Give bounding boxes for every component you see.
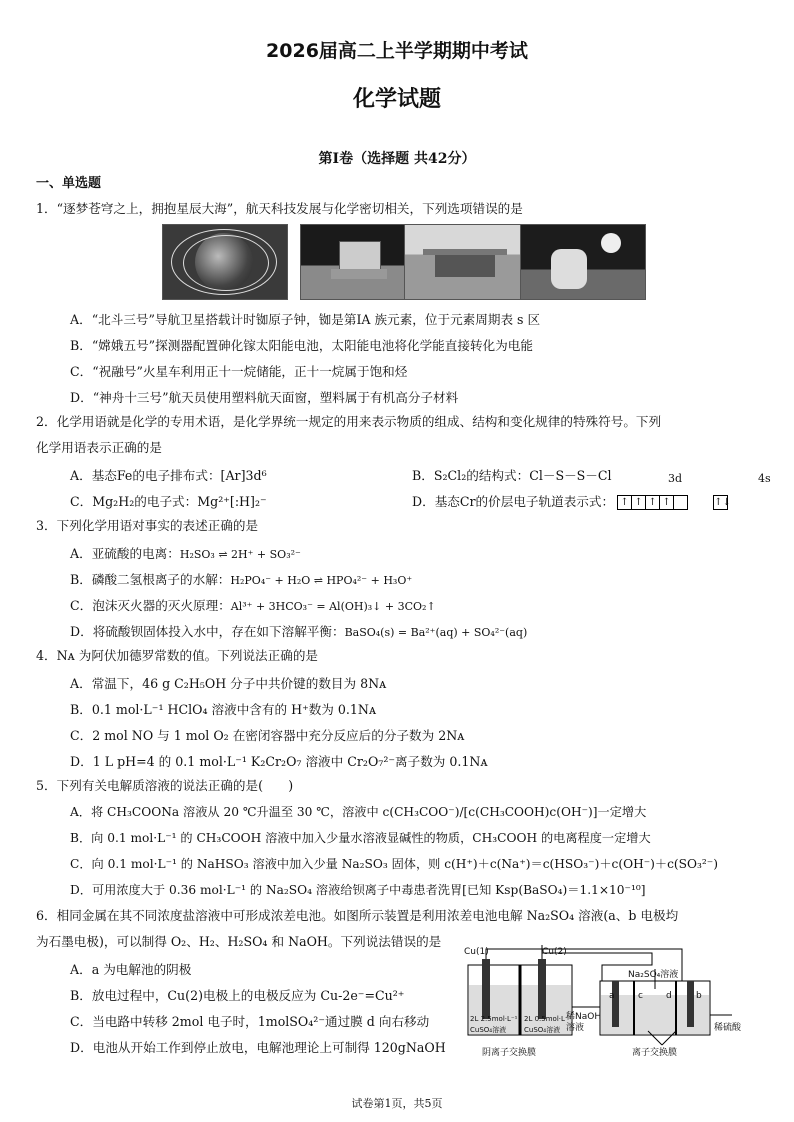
q3-option-c: [70, 595, 436, 614]
page-footer: 试卷第1页，共5页: [351, 1097, 443, 1110]
q3-option-b: [70, 569, 412, 588]
3d-orbital-box: ↑: [659, 495, 674, 510]
label-right-solution-conc: 2L 0.5mol·L⁻¹: [524, 1015, 572, 1023]
q2-stem-line1: 2．化学用语就是化学的专用术语，是化学界统一规定的用来表示物质的组成、结构和变化规律的特殊符号。下列: [36, 414, 662, 429]
label-cu1: Cu(1): [464, 947, 489, 957]
q2-option-d: [412, 491, 731, 510]
q1-stem: 1．“逐梦苍穹之上，拥抱星辰大海”，航天科技发展与化学密切相关，下列选项错误的是: [36, 201, 523, 216]
q2-option-c-label: C．Mg₂H₂的电子式：: [70, 494, 198, 509]
label-membrane-c: c: [638, 991, 643, 1001]
q3-stem: 3．下列化学用语对事实的表述正确的是: [36, 518, 259, 533]
label-electrode-b: b: [696, 991, 702, 1001]
label-electrode-a: a: [609, 991, 615, 1001]
label-membrane-d: d: [666, 991, 672, 1001]
orbital-boxes-4s: [714, 494, 731, 509]
q2-option-d-label: D．基态Cr的价层电子轨道表示式：: [412, 494, 615, 509]
q5-option-b: B．向 0.1 mol·L⁻¹ 的 CH₃COOH 溶液中加入少量水溶液显碱性的物质，CH₃COOH 的电离程度一定增大: [70, 831, 651, 845]
q6-stem-line1: 6．相同金属在其不同浓度盐溶液中可形成浓差电池。如图所示装置是利用浓差电池电解 Na₂SO₄ 溶液(a、b 电极均: [36, 908, 679, 923]
q1-option-a: A．“北斗三号”导航卫星搭载计时铷原子钟，铷是第ⅠA 族元素，位于元素周期表 s 区: [70, 312, 541, 327]
label-left-solution: CuSO₄溶液: [470, 1026, 507, 1034]
q5-option-a: A．将 CH₃COONa 溶液从 20 ℃升温至 30 ℃，溶液中 c(CH₃COO⁻)/[c(CH₃COOH)c(OH⁻)]一定增大: [70, 805, 647, 819]
q6-stem-line2: 为石墨电极)，可以制得 O₂、H₂、H₂SO₄ 和 NaOH。下列说法错误的是: [36, 934, 442, 949]
label-left-solution-conc: 2L 2.5mol·L⁻¹: [470, 1015, 518, 1023]
label-cu2: Cu(2): [542, 947, 567, 957]
q4-option-b: B．0.1 mol·L⁻¹ HClO₄ 溶液中含有的 H⁺数为 0.1Nᴀ: [70, 702, 377, 717]
q3-option-a-equation: H₂SO₃ ⇌ 2H⁺ + SO₃²⁻: [179, 548, 301, 561]
q2-option-a-label: A．基态Fe的电子排布式：: [70, 468, 221, 483]
label-anion-membrane: 阴离子交换膜: [482, 1048, 537, 1058]
3d-orbital-box: ↑: [631, 495, 646, 510]
photo-astronaut: [520, 224, 646, 300]
label-h2so4: 稀硫酸: [714, 1023, 742, 1033]
q1-option-d: D．“神舟十三号”航天员使用塑料航天面窗，塑料属于有机高分子材料: [70, 390, 459, 405]
q3-option-b-label: B．磷酸二氢根离子的水解：: [70, 572, 231, 587]
section-title: 一、单选题: [36, 176, 102, 191]
label-na2so4: Na₂SO₄溶液: [628, 970, 679, 980]
orbital-label-4s: 4s: [758, 472, 771, 485]
q3-option-d-label: D．将硫酸钡固体投入水中，存在如下溶解平衡：: [70, 624, 345, 639]
photo-satellite: [162, 224, 288, 300]
q3-option-b-equation: H₂PO₄⁻ + H₂O ⇌ HPO₄²⁻ + H₃O⁺: [230, 574, 413, 587]
q6-option-c: C．当电路中转移 2mol 电子时，1molSO₄²⁻通过膜 d 向右移动: [70, 1014, 430, 1029]
q4-option-d: D．1 L pH=4 的 0.1 mol·L⁻¹ K₂Cr₂O₇ 溶液中 Cr₂O₇²⁻离子数为 0.1Nᴀ: [70, 754, 488, 769]
q6-option-a: A．a 为电解池的阴极: [70, 962, 192, 977]
3d-orbital-box: ↑: [617, 495, 632, 510]
q3-option-c-equation: Al³⁺ + 3HCO₃⁻ = Al(OH)₃↓ + 3CO₂↑: [230, 600, 436, 613]
q3-option-c-label: C．泡沫灭火器的灭火原理：: [70, 598, 231, 613]
q5-option-d: D．可用浓度大于 0.36 mol·L⁻¹ 的 Na₂SO₄ 溶液给钡离子中毒患者洗胃[已知 Ksp(BaSO₄)＝1.1×10⁻¹⁰]: [70, 883, 646, 897]
q2-option-a-formula: [Ar]3d⁶: [220, 468, 267, 483]
q3-option-d-equation: BaSO₄(s) = Ba²⁺(aq) + SO₄²⁻(aq): [344, 626, 528, 639]
q2-option-a: [70, 465, 267, 484]
q3-option-a-label: A．亚硫酸的电离：: [70, 546, 180, 561]
exam-title: 2026届高二上半学期期中考试: [266, 40, 528, 62]
orbital-label-3d: 3d: [668, 472, 683, 485]
label-ion-membrane: 离子交换膜: [632, 1048, 678, 1058]
label-right-solution: CuSO₄溶液: [524, 1026, 561, 1034]
q2-stem-line2: 化学用语表示正确的是: [36, 440, 162, 455]
label-naoh-line1: 稀NaOH: [566, 1012, 602, 1022]
orbital-boxes-3d: [618, 494, 688, 509]
q5-stem: 5．下列有关电解质溶液的说法正确的是( ): [36, 778, 294, 793]
q1-option-c: C．“祝融号”火星车利用正十一烷储能，正十一烷属于饱和烃: [70, 364, 408, 379]
3d-orbital-box: [673, 495, 688, 510]
q1-option-b: B．“嫦娥五号”探测器配置砷化镓太阳能电池，太阳能电池将化学能直接转化为电能: [70, 338, 533, 353]
q4-option-c: C．2 mol NO 与 1 mol O₂ 在密闭容器中充分反应后的分子数为 2Nᴀ: [70, 728, 465, 743]
3d-orbital-box: ↑: [645, 495, 660, 510]
photo-mars-rover: [404, 224, 530, 300]
q3-option-a: [70, 543, 301, 562]
q3-option-d: [70, 621, 527, 640]
q4-option-a: A．常温下，46 g C₂H₅OH 分子中共价键的数目为 8Nᴀ: [70, 676, 387, 691]
q5-option-c: C．向 0.1 mol·L⁻¹ 的 NaHSO₃ 溶液中加入少量 Na₂SO₃ 固体，则 c(H⁺)＋c(Na⁺)＝c(HSO₃⁻)＋c(OH⁻)＋c(SO₃²⁻): [70, 857, 718, 871]
volume-title: 第Ⅰ卷（选择题 共42分）: [318, 151, 476, 167]
label-naoh-line2: 溶液: [566, 1023, 585, 1033]
q2-option-b: B．S₂Cl₂的结构式：Cl－S－S－Cl: [412, 468, 612, 483]
electrochem-diagram: [462, 945, 762, 1065]
subject-title: 化学试题: [352, 87, 441, 112]
q2-option-c: [70, 491, 267, 510]
q2-option-c-formula: Mg²⁺[:H]₂⁻: [197, 494, 267, 509]
4s-orbital-box: ↑↓: [714, 497, 731, 508]
q4-stem: 4．Nᴀ 为阿伏加德罗常数的值。下列说法正确的是: [36, 648, 319, 663]
q6-option-d: D．电池从开始工作到停止放电，电解池理论上可制得 120gNaOH: [70, 1040, 446, 1055]
q6-option-b: B．放电过程中，Cu(2)电极上的电极反应为 Cu-2e⁻=Cu²⁺: [70, 988, 405, 1003]
